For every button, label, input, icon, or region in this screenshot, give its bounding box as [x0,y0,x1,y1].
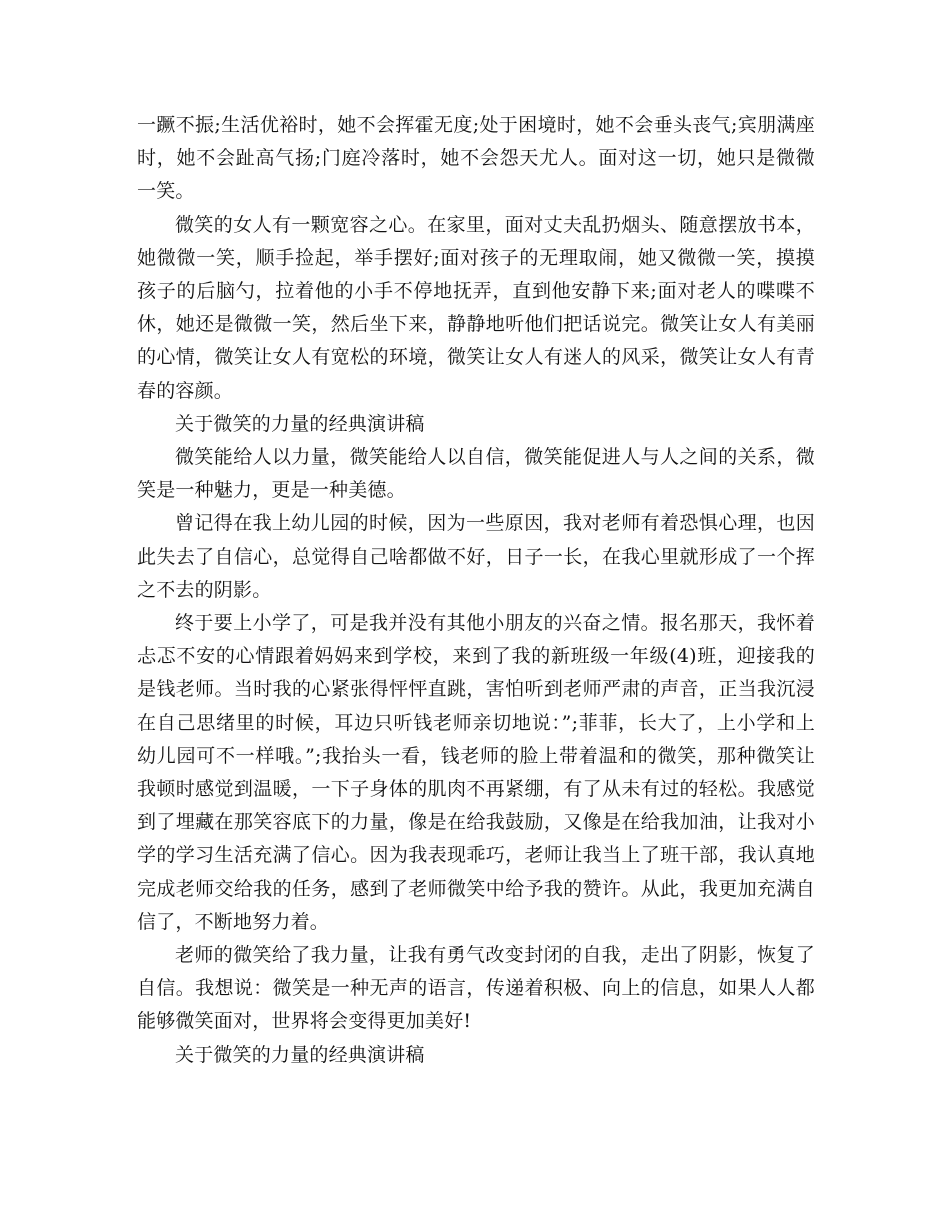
document-page [137,109,815,1072]
paragraph-kindergarten: 曾记得在我上幼儿园的时候，因为一些原因，我对老师有着恐惧心理，也因此失去了自信心，总觉得自己啥都做不好，日子一长，在我心里就形成了一个挥之不去的阴影。 [137,512,815,601]
paragraph-conclusion: 老师的微笑给了我力量，让我有勇气改变封闭的自我，走出了阴影，恢复了自信。我想说：微笑是一种无声的语言，传递着积极、向上的信息，如果人人都能够微笑面对，世界将会变得更加美好! [137,944,815,1033]
paragraph-smiling-woman: 微笑的女人有一颗宽容之心。在家里，面对丈夫乱扔烟头、随意摆放书本，她微微一笑，顺手捡起，举手摆好;面对孩子的无理取闹，她又微微一笑，摸摸孩子的后脑勺，拉着他的小手不停地抚弄，直到他安静下来;面对老人的喋喋不休，她还是微微一笑，然后坐下来，静静地听他们把话说完。微笑让女人有美丽的心情，微笑让女人有宽松的环境，微笑让女人有迷人的风采，微笑让女人有青春的容颜。 [137,213,815,402]
section-heading: 关于微笑的力量的经典演讲稿 [175,1043,425,1066]
section-heading: 关于微笑的力量的经典演讲稿 [175,412,425,435]
paragraph-primary-school: 终于要上小学了，可是我并没有其他小朋友的兴奋之情。报名那天，我怀着忐忑不安的心情跟着妈妈来到学校，来到了我的新班级一年级(4)班，迎接我的是钱老师。当时我的心紧张得怦怦直跳，害怕听到老师严肃的声音，正当我沉浸在自己思绪里的时候，耳边只听钱老师亲切地说：”;菲菲，长大了，上小学和上幼儿园可不一样哦。”;我抬头一看，钱老师的脸上带着温和的微笑，那种微笑让我顿时感觉到温暖，一下子身体的肌肉不再紧绷，有了从未有过的轻松。我感觉到了埋藏在那笑容底下的力量，像是在给我鼓励，又像是在给我加油，让我对小学的学习生活充满了信心。因为我表现乖巧，老师让我当上了班干部，我认真地完成老师交给我的任务，感到了老师微笑中给予我的赞许。从此，我更加充满自信了，不断地努力着。 [137,612,815,933]
paragraph-intro: 微笑能给人以力量，微笑能给人以自信，微笑能促进人与人之间的关系，微笑是一种魅力，更是一种美德。 [137,446,815,502]
paragraph-continuation: 一蹶不振;生活优裕时，她不会挥霍无度;处于困境时，她不会垂头丧气;宾朋满座时，她不会趾高气扬;门庭冷落时，她不会怨天尤人。面对这一切，她只是微微一笑。 [137,114,815,203]
